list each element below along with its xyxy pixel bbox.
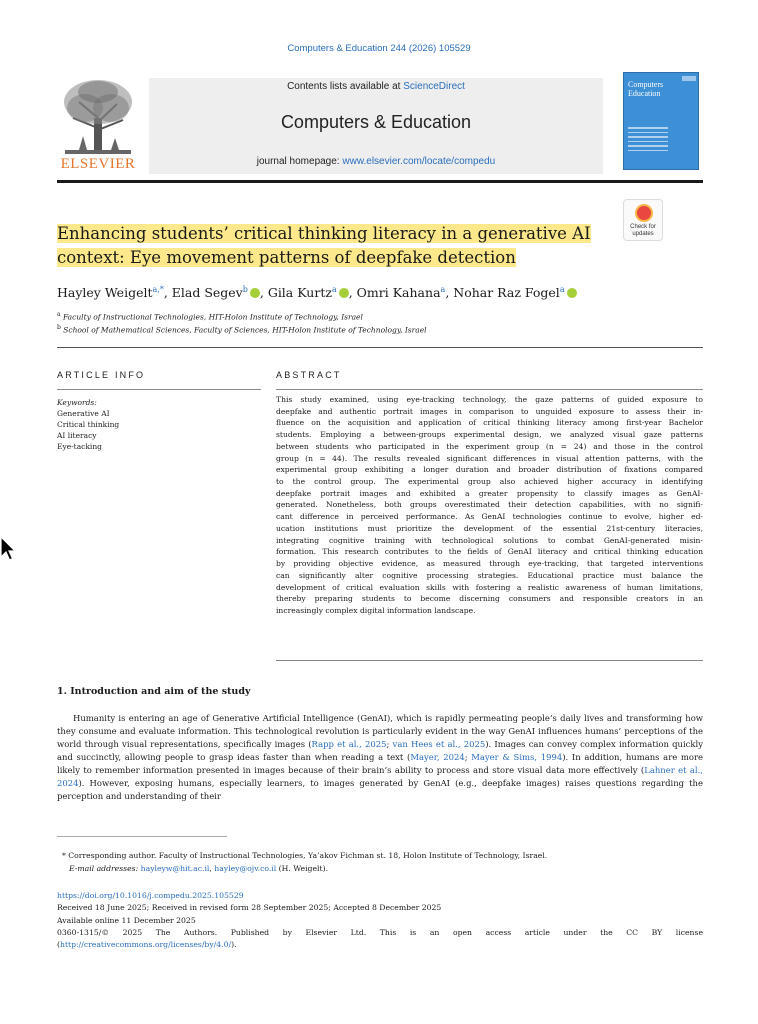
keyword-item: AI literacy: [57, 431, 97, 440]
author-list: Hayley Weigelt$^{a,*}$, Elad Segev$^b$ , Gila Kurtz$^a$ , Omri Kahana$^a$, Nohar Raz Fogel$^a$: [57, 285, 703, 300]
author-name[interactable]: Nohar Raz Fogel: [453, 285, 560, 301]
affiliation-mark: b: [57, 324, 61, 331]
author-affiliation-mark[interactable]: a: [559, 285, 565, 294]
received-dates: Received 18 June 2025; Received in revised form 28 September 2025; Accepted 8 December 2025: [57, 903, 442, 913]
title-line-1: Enhancing students’ critical thinking literacy in a generative AI: [57, 224, 591, 243]
elsevier-logo[interactable]: [57, 78, 139, 174]
author-affiliation-mark[interactable]: b: [242, 285, 248, 294]
keywords-label: Keywords:: [57, 398, 97, 407]
author-name[interactable]: Omri Kahana: [356, 285, 441, 301]
contents-line: [149, 81, 603, 92]
journal-citation[interactable]: Computers & Education 244 (2026) 105529: [287, 43, 471, 54]
abstract-line: cant difference in perceived performance. As GenAI technologies continue to evolve, higher ed-: [276, 512, 703, 522]
author-name[interactable]: Hayley Weigelt: [57, 285, 153, 301]
reference-link[interactable]: van Hees et al., 2025: [392, 739, 486, 749]
abstract-line: students. Employing a between-groups experimental design, we analyzed visual gaze patterns: [276, 430, 703, 440]
journal-homepage-link[interactable]: www.elsevier.com/locate/compedu: [342, 156, 496, 167]
cover-title-line-2: Education: [628, 89, 661, 98]
reference-link[interactable]: Mayer & Sims, 1994: [471, 752, 563, 762]
license-link[interactable]: http://creativecommons.org/licenses/by/4.0/: [60, 940, 232, 950]
cover-title-line-1: Computers: [628, 80, 664, 89]
journal-cover-thumbnail[interactable]: [623, 72, 699, 170]
article-title: [57, 222, 617, 270]
author-affiliation-mark[interactable]: a: [331, 285, 337, 294]
article-metadata: [57, 890, 703, 951]
cover-text-lines: [628, 127, 668, 154]
divider: [276, 389, 703, 390]
orcid-icon[interactable]: [339, 288, 349, 298]
cover-badge: [682, 76, 696, 81]
journal-header: [57, 68, 703, 180]
email-line: E-mail addresses: hayleyw@hit.ac.il, hayley@ojv.co.il (H. Weigelt).: [69, 863, 329, 873]
abstract-line: This study examined, using eye-tracking technology, the gaze patterns of guided exposure to: [276, 395, 703, 404]
email-label: E-mail addresses:: [69, 863, 139, 873]
abstract-line: generated. Nonetheless, both groups overestimated their detection capabilities, with no signifi-: [276, 500, 703, 510]
abstract-line: formation. This research contributes to the fields of GenAI literacy and critical thinking education: [276, 547, 703, 557]
keyword-item: Critical thinking: [57, 420, 120, 429]
keyword-item: Eye-tacking: [57, 442, 102, 451]
abstract-line: deepfake portrait images and exhibited a greater propensity to classify images as GenAI-: [276, 488, 703, 498]
reference-link[interactable]: Rapp et al., 2025: [311, 739, 387, 749]
abstract-line: by providing objective evidence, as measured through eye-tracking, that targeted interventions: [276, 559, 703, 569]
divider: [57, 347, 703, 348]
affiliation-mark: a: [57, 311, 61, 318]
contents-prefix: Contents lists available at: [287, 81, 404, 92]
abstract-line: ucation institutions must prioritize the development of the essential 21st-century literacies,: [276, 523, 703, 533]
article-info-heading: ARTICLE INFO: [57, 370, 146, 380]
abstract-line: between students who participated in the experiment group (n = 24) and those in the control: [276, 441, 703, 451]
abstract-line: thereby preparing students to become discerning consumers and responsible creators in an: [276, 594, 703, 604]
header-rule: [57, 180, 703, 183]
journal-name: Computers & Education: [280, 112, 472, 132]
abstract-line: can significantly alter cognitive processing strategies. Educational practice must balance the: [276, 570, 703, 580]
orcid-icon[interactable]: [567, 288, 577, 298]
homepage-line: [149, 156, 603, 167]
orcid-icon[interactable]: [250, 288, 260, 298]
abstract-line: integrating cognitive training with technological solutions to combat GenAI-generated misin-: [276, 535, 703, 545]
email-link[interactable]: hayleyw@hit.ac.il: [140, 863, 210, 873]
corresponding-author-note: * Corresponding author. Faculty of Instructional Technologies, Ya’akov Fichman st. 18, Holon Institute of Technology, Israel.: [62, 851, 548, 860]
abstract-line: increasingly complex digital information landscape.: [276, 605, 476, 615]
check-for-updates-badge[interactable]: [623, 199, 663, 241]
cover-title: [628, 80, 663, 98]
elsevier-wordmark: ELSEVIER: [60, 156, 136, 172]
homepage-prefix: journal homepage:: [256, 156, 343, 167]
abstract-line: group (n = 44). The results revealed significant differences in visual attention patterns, with the: [276, 453, 703, 463]
available-online: Available online 11 December 2025: [57, 915, 196, 925]
footnote-star: *: [62, 851, 66, 860]
affiliation-text: Faculty of Instructional Technologies, HIT-Holon Institute of Technology, Israel: [62, 312, 363, 322]
crossmark-label: Check for updates: [630, 224, 656, 237]
journal-banner: [149, 78, 603, 174]
section-heading: 1. Introduction and aim of the study: [57, 686, 251, 697]
author-name[interactable]: Gila Kurtz: [267, 285, 332, 301]
intro-paragraph: Humanity is entering an age of Generative Artificial Intelligence (GenAI), which is rapidly permeating people’s daily lives and transforming how they consume and evaluate information. This technological revolution is particularly evident in the way GenAI influences humans’ perceptions of the world through visual representations, specifically images (Rapp et al., 2025; van Hees et al., 2025). Images can convey complex information quickly and succinctly, allowing people to grasp ideas faster than when reading a text (Mayer, 2024; Mayer & Sims, 1994). In addition, humans are more likely to remember information presented in images because of their brain’s ability to process and store visual data more effectively (Lahner et al., 2024). However, exposing humans, especially learners, to images generated by GenAI (e.g., deepfake images) raises questions regarding the perception and understanding of their: [57, 713, 704, 801]
keywords-block: [57, 397, 257, 452]
elsevier-tree-icon: [59, 78, 137, 156]
footnote-divider: [57, 836, 227, 837]
abstract-body: [276, 394, 703, 617]
abstract-line: to the control group. The experimental group also achieved higher accuracy in identifying: [276, 477, 703, 487]
abstract-line: deepfake and authentic portrait images in comparison to unguided exposure to assess their in-: [276, 406, 703, 416]
doi-link[interactable]: https://doi.org/10.1016/j.compedu.2025.105529: [57, 891, 244, 900]
author-name[interactable]: Elad Segev: [171, 285, 243, 301]
abstract-line: experimental group exhibiting a longer duration and broader distribution of fixations compared: [276, 465, 703, 475]
license-link-line: (http://creativecommons.org/licenses/by/4.0/).: [57, 940, 237, 950]
email-link[interactable]: hayley@ojv.co.il: [214, 863, 277, 873]
divider: [57, 389, 261, 390]
reference-link[interactable]: Mayer, 2024: [410, 752, 465, 762]
affiliation-a: [57, 311, 703, 322]
abstract-line: fluence on the acquisition and application of critical thinking literacy among first-year Bachelor: [276, 418, 703, 428]
footnote: [62, 850, 702, 875]
affiliation-b: [57, 324, 703, 335]
crossmark-icon: [635, 204, 653, 222]
author-affiliation-mark[interactable]: a: [440, 285, 446, 294]
mouse-pointer-icon: [0, 536, 16, 562]
abstract-line: development of critical evaluation skills with fostering a realistic awareness of human limitations,: [276, 582, 703, 592]
license-text: 0360-1315/© 2025 The Authors. Published by Elsevier Ltd. This is an open access article under the CC BY license: [57, 927, 703, 937]
divider: [276, 660, 703, 661]
sciencedirect-link[interactable]: ScienceDirect: [403, 81, 465, 92]
keyword-item: Generative AI: [57, 409, 110, 418]
abstract-heading: ABSTRACT: [276, 370, 342, 380]
affiliation-text: School of Mathematical Sciences, Faculty of Sciences, HIT-Holon Institute of Technology, Israel: [63, 325, 427, 335]
author-affiliation-mark[interactable]: a,*: [152, 285, 164, 294]
title-line-2: context: Eye movement patterns of deepfake detection: [57, 248, 516, 267]
reference-link[interactable]: Lahner et al., 2024: [57, 765, 703, 788]
